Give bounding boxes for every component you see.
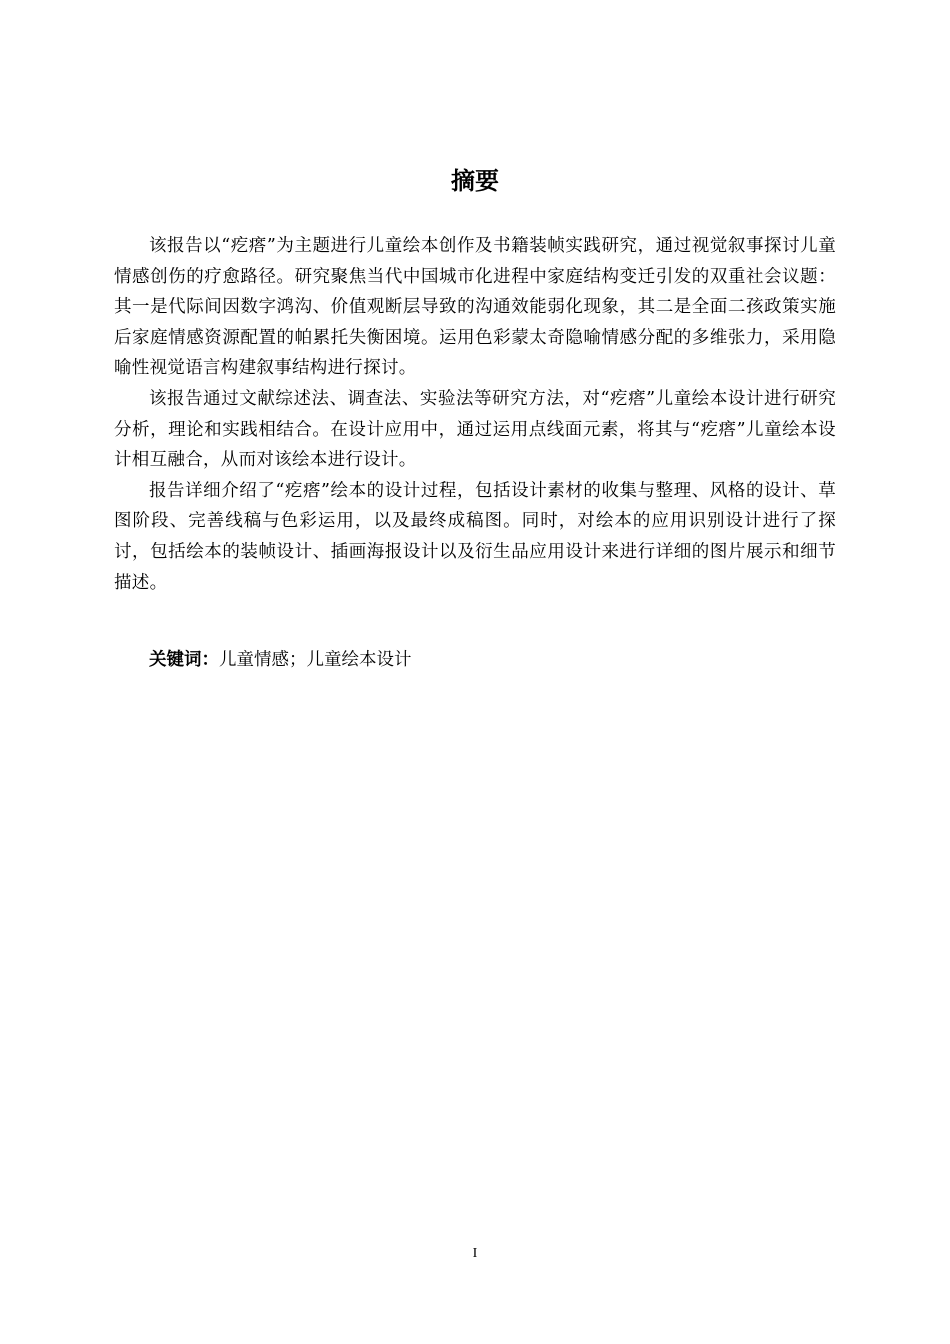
abstract-body xyxy=(114,231,836,598)
keywords-label: 关键词： xyxy=(149,650,219,670)
page-number: I xyxy=(472,1246,478,1261)
abstract-paragraph-2: 该报告通过文献综述法、调查法、实验法等研究方法，对“疙瘩”儿童绘本设计进行研究分析，理论和实践相结合。在设计应用中，通过运用点线面元素，将其与“疙瘩”儿童绘本设计相互融合，从而对该绘本进行设计。 xyxy=(114,388,836,471)
keywords-line xyxy=(114,645,836,675)
abstract-paragraph-3: 报告详细介绍了“疙瘩”绘本的设计过程，包括设计素材的收集与整理、风格的设计、草图阶段、完善线稿与色彩运用，以及最终成稿图。同时，对绘本的应用识别设计进行了探讨，包括绘本的装帧设计、插画海报设计以及衍生品应用设计来进行详细的图片展示和细节描述。 xyxy=(114,480,836,593)
abstract-paragraph-1: 该报告以“疙瘩”为主题进行儿童绘本创作及书籍装帧实践研究，通过视觉叙事探讨儿童情感创伤的疗愈路径。研究聚焦当代中国城市化进程中家庭结构变迁引发的双重社会议题：其一是代际间因数字鸿沟、价值观断层导致的沟通效能弱化现象，其二是全面二孩政策实施后家庭情感资源配置的帕累托失衡困境。运用色彩蒙太奇隐喻情感分配的多维张力，采用隐喻性视觉语言构建叙事结构进行探讨。 xyxy=(114,236,836,379)
abstract-title: 摘要 xyxy=(451,167,499,195)
keywords-value: 儿童情感；儿童绘本设计 xyxy=(219,650,412,670)
